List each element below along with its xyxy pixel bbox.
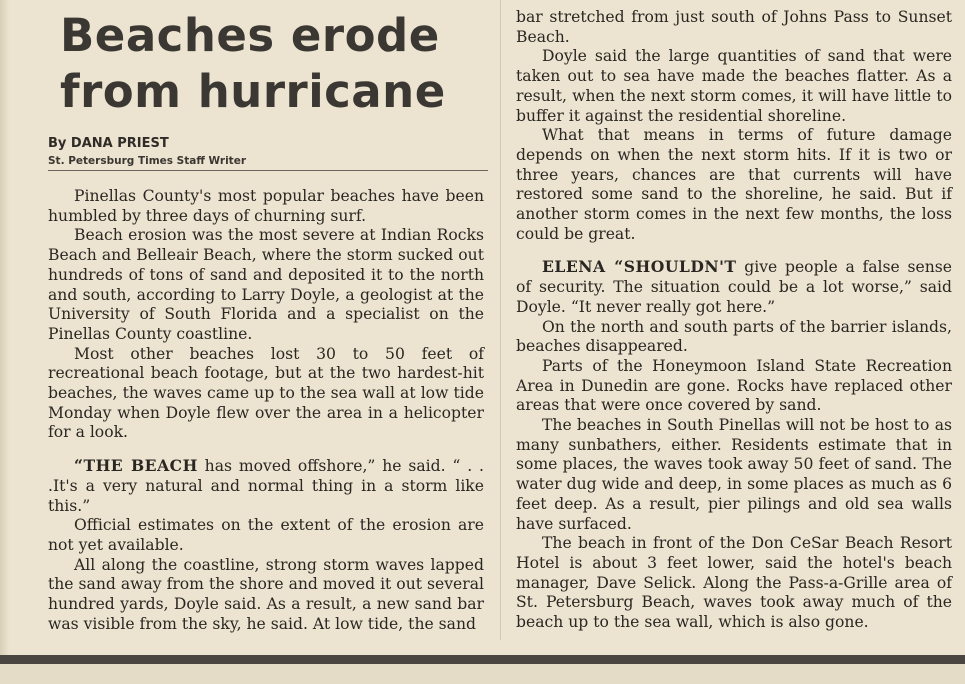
paragraph-lead-in: ELENA “SHOULDN'T xyxy=(542,257,737,277)
paragraph: Beach erosion was the most severe at Indian Rocks Beach and Belleair Beach, where the storm sucked out hundreds of tons of sand and deposited it to the north and south, according to Larry Doyle, a geologist at the University of South Florida and a specialist on the Pinellas County coastline. xyxy=(48,226,484,343)
paragraph: On the north and south parts of the barrier islands, beaches disappeared. xyxy=(516,317,952,356)
paragraph: Parts of the Honeymoon Island State Recreation Area in Dunedin are gone. Rocks have replaced other areas that were once covered by sand. xyxy=(516,356,952,415)
page-edge-shadow xyxy=(0,0,9,684)
article-column-left xyxy=(48,187,484,634)
paragraph-with-lead xyxy=(48,456,484,516)
byline-rule xyxy=(48,170,488,171)
article-column-right xyxy=(516,8,952,633)
paragraph: Official estimates on the extent of the erosion are not yet available. xyxy=(48,516,484,554)
byline-credit: St. Petersburg Times Staff Writer xyxy=(48,155,247,167)
paragraph-lead-in: “THE BEACH xyxy=(74,456,198,476)
paragraph-body: has moved offshore,” he said. “ . . .It's a very natural and normal thing in a storm like this.” xyxy=(48,457,484,515)
paragraph-with-lead xyxy=(516,257,952,317)
paragraph: Most other beaches lost 30 to 50 feet of recreational beach footage, but at the two hardest-hit beaches, the waves came up to the sea wall at low tide Monday when Doyle flew over the area in a helicopter for a look. xyxy=(48,344,484,442)
paragraph-body: give people a false sense of security. The situation could be a lot worse,” said Doyle. “It never really got here.” xyxy=(516,258,952,316)
bottom-border-rule xyxy=(0,655,965,664)
paragraph: Pinellas County's most popular beaches have been humbled by three days of churning surf. xyxy=(48,187,484,225)
paragraph: All along the coastline, strong storm waves lapped the sand away from the shore and moved it out several hundred yards, Doyle said. As a result, a new sand bar was visible from the sky, he said. At low tide, the sand xyxy=(48,555,484,633)
byline: By DANA PRIEST xyxy=(48,136,169,151)
paragraph-continued: bar stretched from just south of Johns Pass to Sunset Beach. xyxy=(516,8,952,46)
headline: Beaches erode from hurricane xyxy=(60,9,446,118)
paragraph: What that means in terms of future damage depends on when the next storm hits. If it is two or three years, chances are that currents will have restored some sand to the shoreline, he said. But if another storm comes in the next few months, the loss could be great. xyxy=(516,126,952,243)
paragraph: Doyle said the large quantities of sand that were taken out to sea have made the beaches flatter. As a result, when the next storm comes, it will have little to buffer it against the residential shoreline. xyxy=(516,47,952,125)
bottom-margin xyxy=(0,664,965,684)
paragraph: The beaches in South Pinellas will not be host to as many sunbathers, either. Residents estimate that in some places, the waves took away 50 feet of sand. The water dug wide and deep, in some places as much as 6 feet deep. As a result, pier pilings and old sea walls have surfaced. xyxy=(516,416,952,533)
column-gutter xyxy=(500,0,501,640)
paragraph: The beach in front of the Don CeSar Beach Resort Hotel is about 3 feet lower, said the hotel's beach manager, Dave Selick. Along the Pass-a-Grille area of St. Petersburg Beach, waves took away much of the beach up to the sea wall, which is also gone. xyxy=(516,534,952,632)
